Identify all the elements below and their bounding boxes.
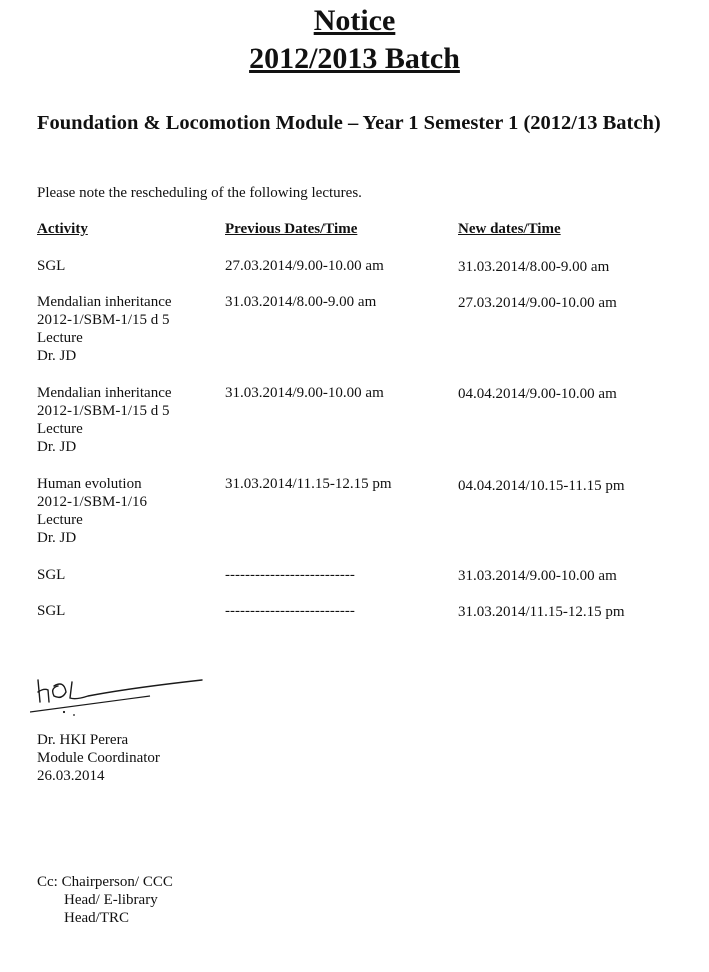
row-previous: 31.03.2014/8.00-9.00 am bbox=[225, 294, 377, 310]
row-new: 31.03.2014/11.15-12.15 pm bbox=[458, 604, 625, 620]
signer-date: 26.03.2014 bbox=[37, 768, 105, 784]
row-activity: Human evolution 2012-1/SBM-1/16 Lecture Dr. JD bbox=[37, 476, 148, 546]
row-new: 04.04.2014/9.00-10.00 am bbox=[458, 386, 617, 402]
module-heading: Foundation & Locomotion Module – Year 1 Semester 1 (2012/13 Batch) bbox=[37, 112, 661, 134]
cc-line: Head/TRC bbox=[64, 910, 129, 926]
row-previous: 27.03.2014/9.00-10.00 am bbox=[225, 258, 384, 274]
row-activity: SGL bbox=[37, 567, 66, 583]
row-activity: Mendalian inheritance 2012-1/SBM-1/15 d 5 Lecture Dr. JD bbox=[37, 385, 172, 455]
signer-name: Dr. HKI Perera bbox=[37, 732, 129, 748]
header-activity: Activity bbox=[37, 221, 88, 237]
batch-title: 2012/2013 Batch bbox=[249, 42, 460, 75]
cc-line: Cc: Chairperson/ CCC bbox=[37, 874, 173, 890]
row-previous: 31.03.2014/9.00-10.00 am bbox=[225, 385, 384, 401]
row-activity: Mendalian inheritance 2012-1/SBM-1/15 d 5 Lecture Dr. JD bbox=[37, 294, 172, 364]
row-activity: SGL bbox=[37, 258, 66, 274]
row-previous: -------------------------- bbox=[225, 603, 355, 619]
header-previous: Previous Dates/Time bbox=[225, 221, 358, 237]
notice-title: Notice bbox=[313, 4, 396, 37]
row-new: 27.03.2014/9.00-10.00 am bbox=[458, 295, 617, 311]
cc-line: Head/ E-library bbox=[64, 892, 158, 908]
row-new: 31.03.2014/8.00-9.00 am bbox=[458, 259, 610, 275]
intro-text: Please note the rescheduling of the following lectures. bbox=[37, 185, 362, 201]
signer-role: Module Coordinator bbox=[37, 750, 160, 766]
header-new: New dates/Time bbox=[458, 221, 561, 237]
cc-block bbox=[37, 873, 173, 927]
row-new: 04.04.2014/10.15-11.15 pm bbox=[458, 478, 625, 494]
signature-mark bbox=[30, 668, 210, 718]
signer-block bbox=[37, 731, 160, 785]
row-new: 31.03.2014/9.00-10.00 am bbox=[458, 568, 617, 584]
row-previous: -------------------------- bbox=[225, 567, 355, 583]
row-activity: SGL bbox=[37, 603, 66, 619]
row-previous: 31.03.2014/11.15-12.15 pm bbox=[225, 476, 392, 492]
